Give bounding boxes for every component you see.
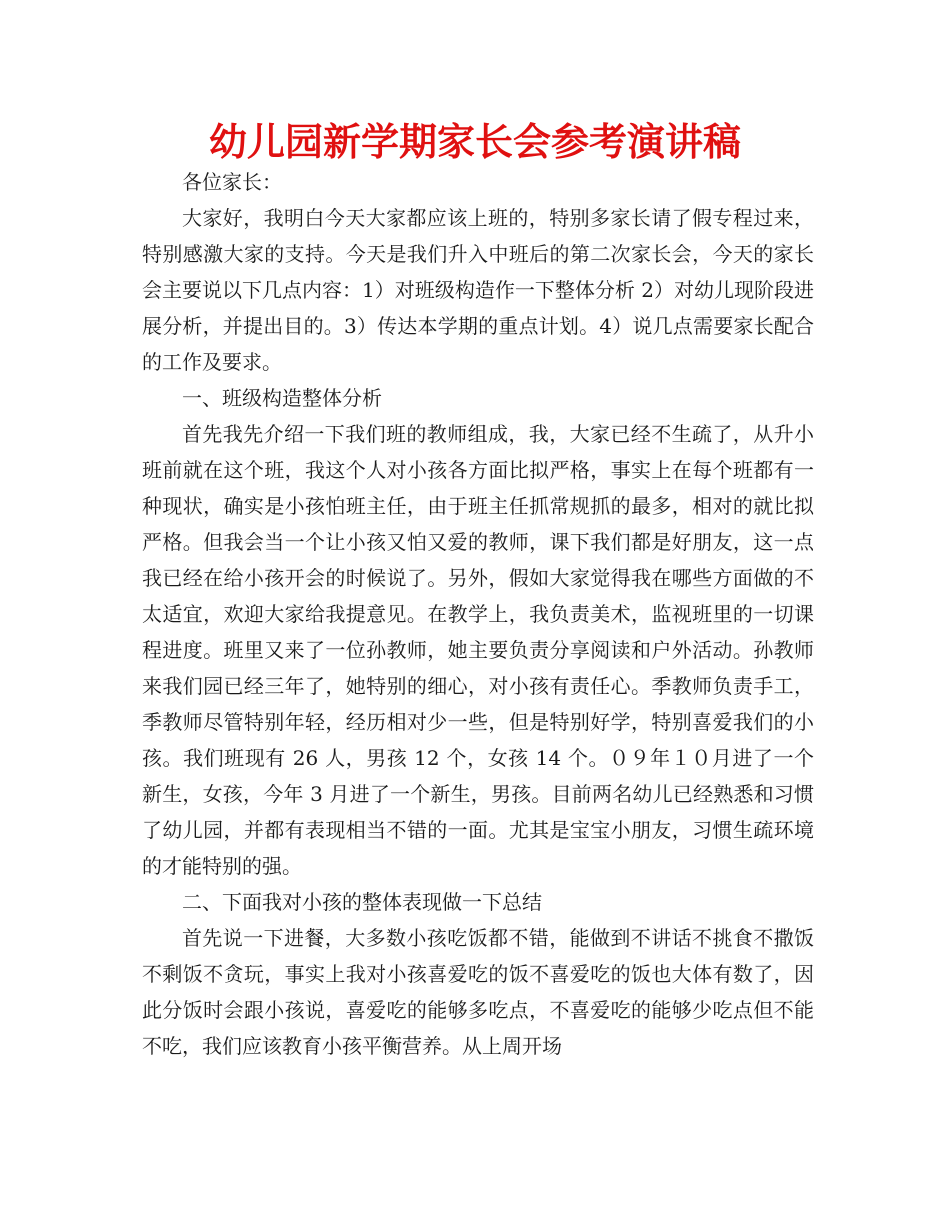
document-title: 幼儿园新学期家长会参考演讲稿 [208, 120, 741, 164]
section-heading-2: 二、下面我对小孩的整体表现做一下总结 [182, 890, 542, 914]
paragraph-summary: 首先说一下进餐，大多数小孩吃饭都不错，能做到不讲话不挑食不撒饭不剩饭不贪玩，事实上我对小孩喜爱吃的饭不喜爱吃的饭也大体有数了，因此分饭时会跟小孩说，喜爱吃的能够多吃点，不喜爱吃的能够少吃点但不能不吃，我们应该教育小孩平衡营养。从上周开场 [142, 926, 814, 1058]
paragraph-class-structure: 首先我先介绍一下我们班的教师组成，我，大家已经不生疏了，从升小班前就在这个班，我这个人对小孩各方面比拟严格，事实上在每个班都有一种现状，确实是小孩怕班主任，由于班主任抓常规抓的最多，相对的就比拟严格。但我会当一个让小孩又怕又爱的教师，课下我们都是好朋友，这一点我已经在给小孩开会的时候说了。另外，假如大家觉得我在哪些方面做的不太适宜，欢迎大家给我提意见。在教学上，我负责美术，监视班里的一切课程进度。班里又来了一位孙教师，她主要负责分享阅读和户外活动。孙教师来我们园已经三年了，她特别的细心，对小孩有责任心。季教师负责手工，季教师尽管特别年轻，经历相对少一些，但是特别好学，特别喜爱我们的小孩。我们班现有 26 人，男孩 12 个，女孩 14 个。０９年１０月进了一个新生，女孩，今年 3 月进了一个新生，男孩。目前两名幼儿已经熟悉和习惯了幼儿园，并都有表现相当不错的一面。尤其是宝宝小朋友，习惯生疏环境的才能特别的强。 [142, 422, 814, 878]
document-body [142, 164, 814, 1064]
paragraph-greeting: 各位家长： [182, 170, 282, 194]
paragraph-intro: 大家好，我明白今天大家都应该上班的，特别多家长请了假专程过来，特别感激大家的支持。今天是我们升入中班后的第二次家长会，今天的家长会主要说以下几点内容：1）对班级构造作一下整体分析 2）对幼儿现阶段进展分析，并提出目的。3）传达本学期的重点计划。4）说几点需要家长配合的工作及要求。 [142, 206, 814, 374]
section-heading-1: 一、班级构造整体分析 [182, 386, 382, 410]
